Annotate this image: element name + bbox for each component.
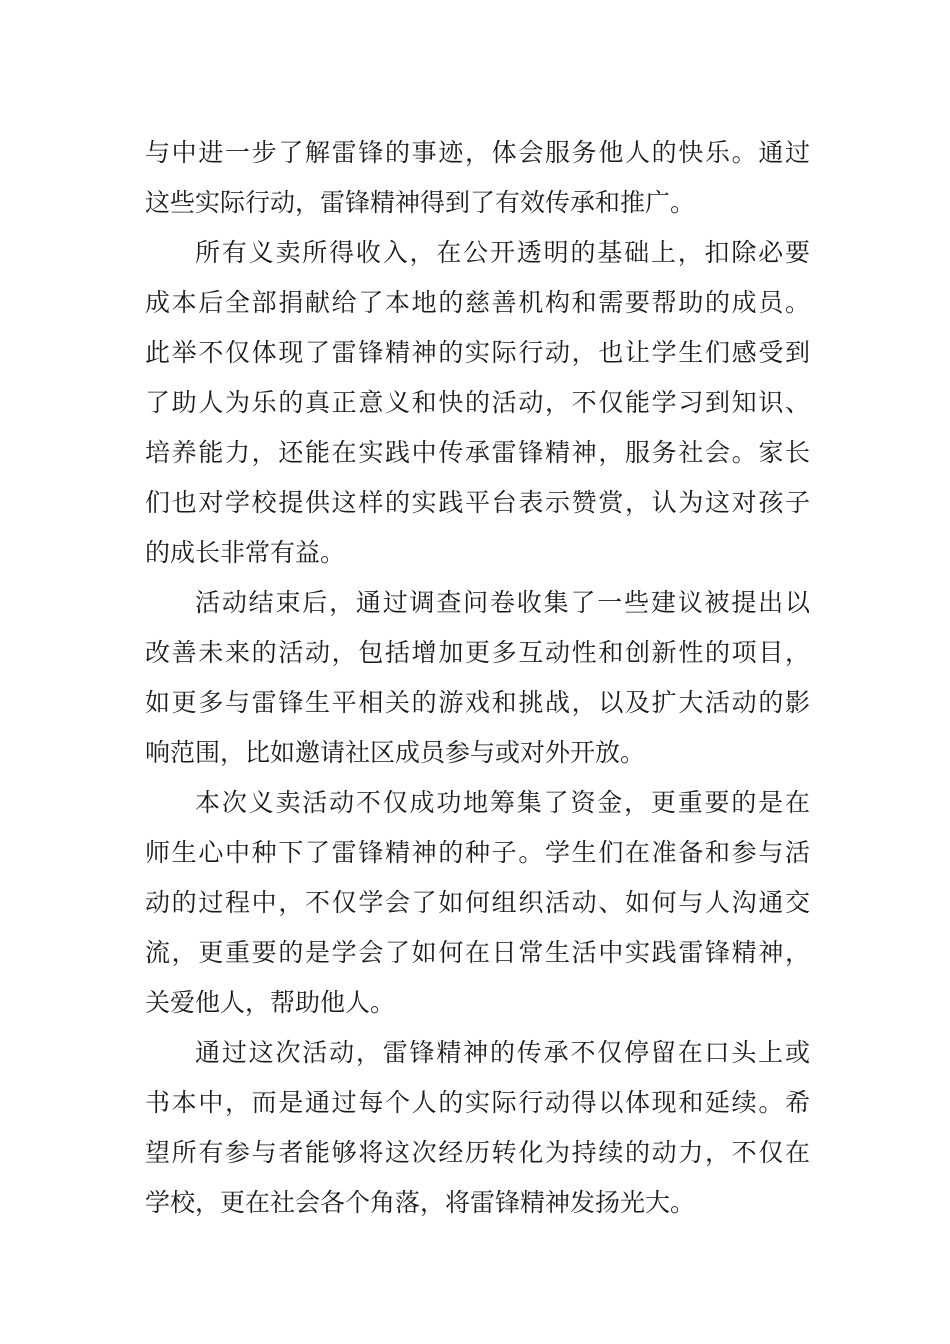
text-line: 本次义卖活动不仅成功地筹集了资金，更重要的是在 (195, 788, 810, 817)
text-line: 师生心中种下了雷锋精神的种子。学生们在准备和参与活 (145, 838, 810, 867)
text-line: 流，更重要的是学会了如何在日常生活中实践雷锋精神， (145, 938, 810, 967)
text-line: 们也对学校提供这样的实践平台表示赞赏，认为这对孩子 (145, 488, 810, 517)
text-line: 此举不仅体现了雷锋精神的实际行动，也让学生们感受到 (145, 338, 810, 367)
text-line: 这些实际行动，雷锋精神得到了有效传承和推广。 (145, 188, 696, 217)
text-line: 培养能力，还能在实践中传承雷锋精神，服务社会。家长 (145, 438, 810, 467)
text-line: 改善未来的活动，包括增加更多互动性和创新性的项目， (145, 638, 810, 667)
paragraph-2 (145, 228, 810, 578)
text-line: 的成长非常有益。 (145, 538, 346, 567)
body-text (145, 128, 810, 1228)
text-line: 通过这次活动，雷锋精神的传承不仅停留在口头上或 (195, 1038, 810, 1067)
paragraph-3 (145, 578, 810, 778)
text-line: 与中进一步了解雷锋的事迹，体会服务他人的快乐。通过 (145, 138, 810, 167)
text-line: 如更多与雷锋生平相关的游戏和挑战，以及扩大活动的影 (145, 688, 810, 717)
text-line: 响范围，比如邀请社区成员参与或对外开放。 (145, 738, 646, 767)
text-line: 了助人为乐的真正意义和快的活动，不仅能学习到知识、 (145, 388, 810, 417)
text-line: 书本中，而是通过每个人的实际行动得以体现和延续。希 (145, 1088, 810, 1117)
text-line: 所有义卖所得收入，在公开透明的基础上，扣除必要 (195, 238, 810, 267)
text-line: 活动结束后，通过调查问卷收集了一些建议被提出以 (195, 588, 810, 617)
paragraph-1 (145, 128, 810, 228)
paragraph-4 (145, 778, 810, 1028)
text-line: 关爱他人，帮助他人。 (145, 988, 396, 1017)
text-line: 动的过程中，不仅学会了如何组织活动、如何与人沟通交 (145, 888, 810, 917)
text-line: 成本后全部捐献给了本地的慈善机构和需要帮助的成员。 (145, 288, 810, 317)
paragraph-5 (145, 1028, 810, 1228)
text-line: 望所有参与者能够将这次经历转化为持续的动力，不仅在 (145, 1138, 810, 1167)
text-line: 学校，更在社会各个角落，将雷锋精神发扬光大。 (145, 1188, 696, 1217)
